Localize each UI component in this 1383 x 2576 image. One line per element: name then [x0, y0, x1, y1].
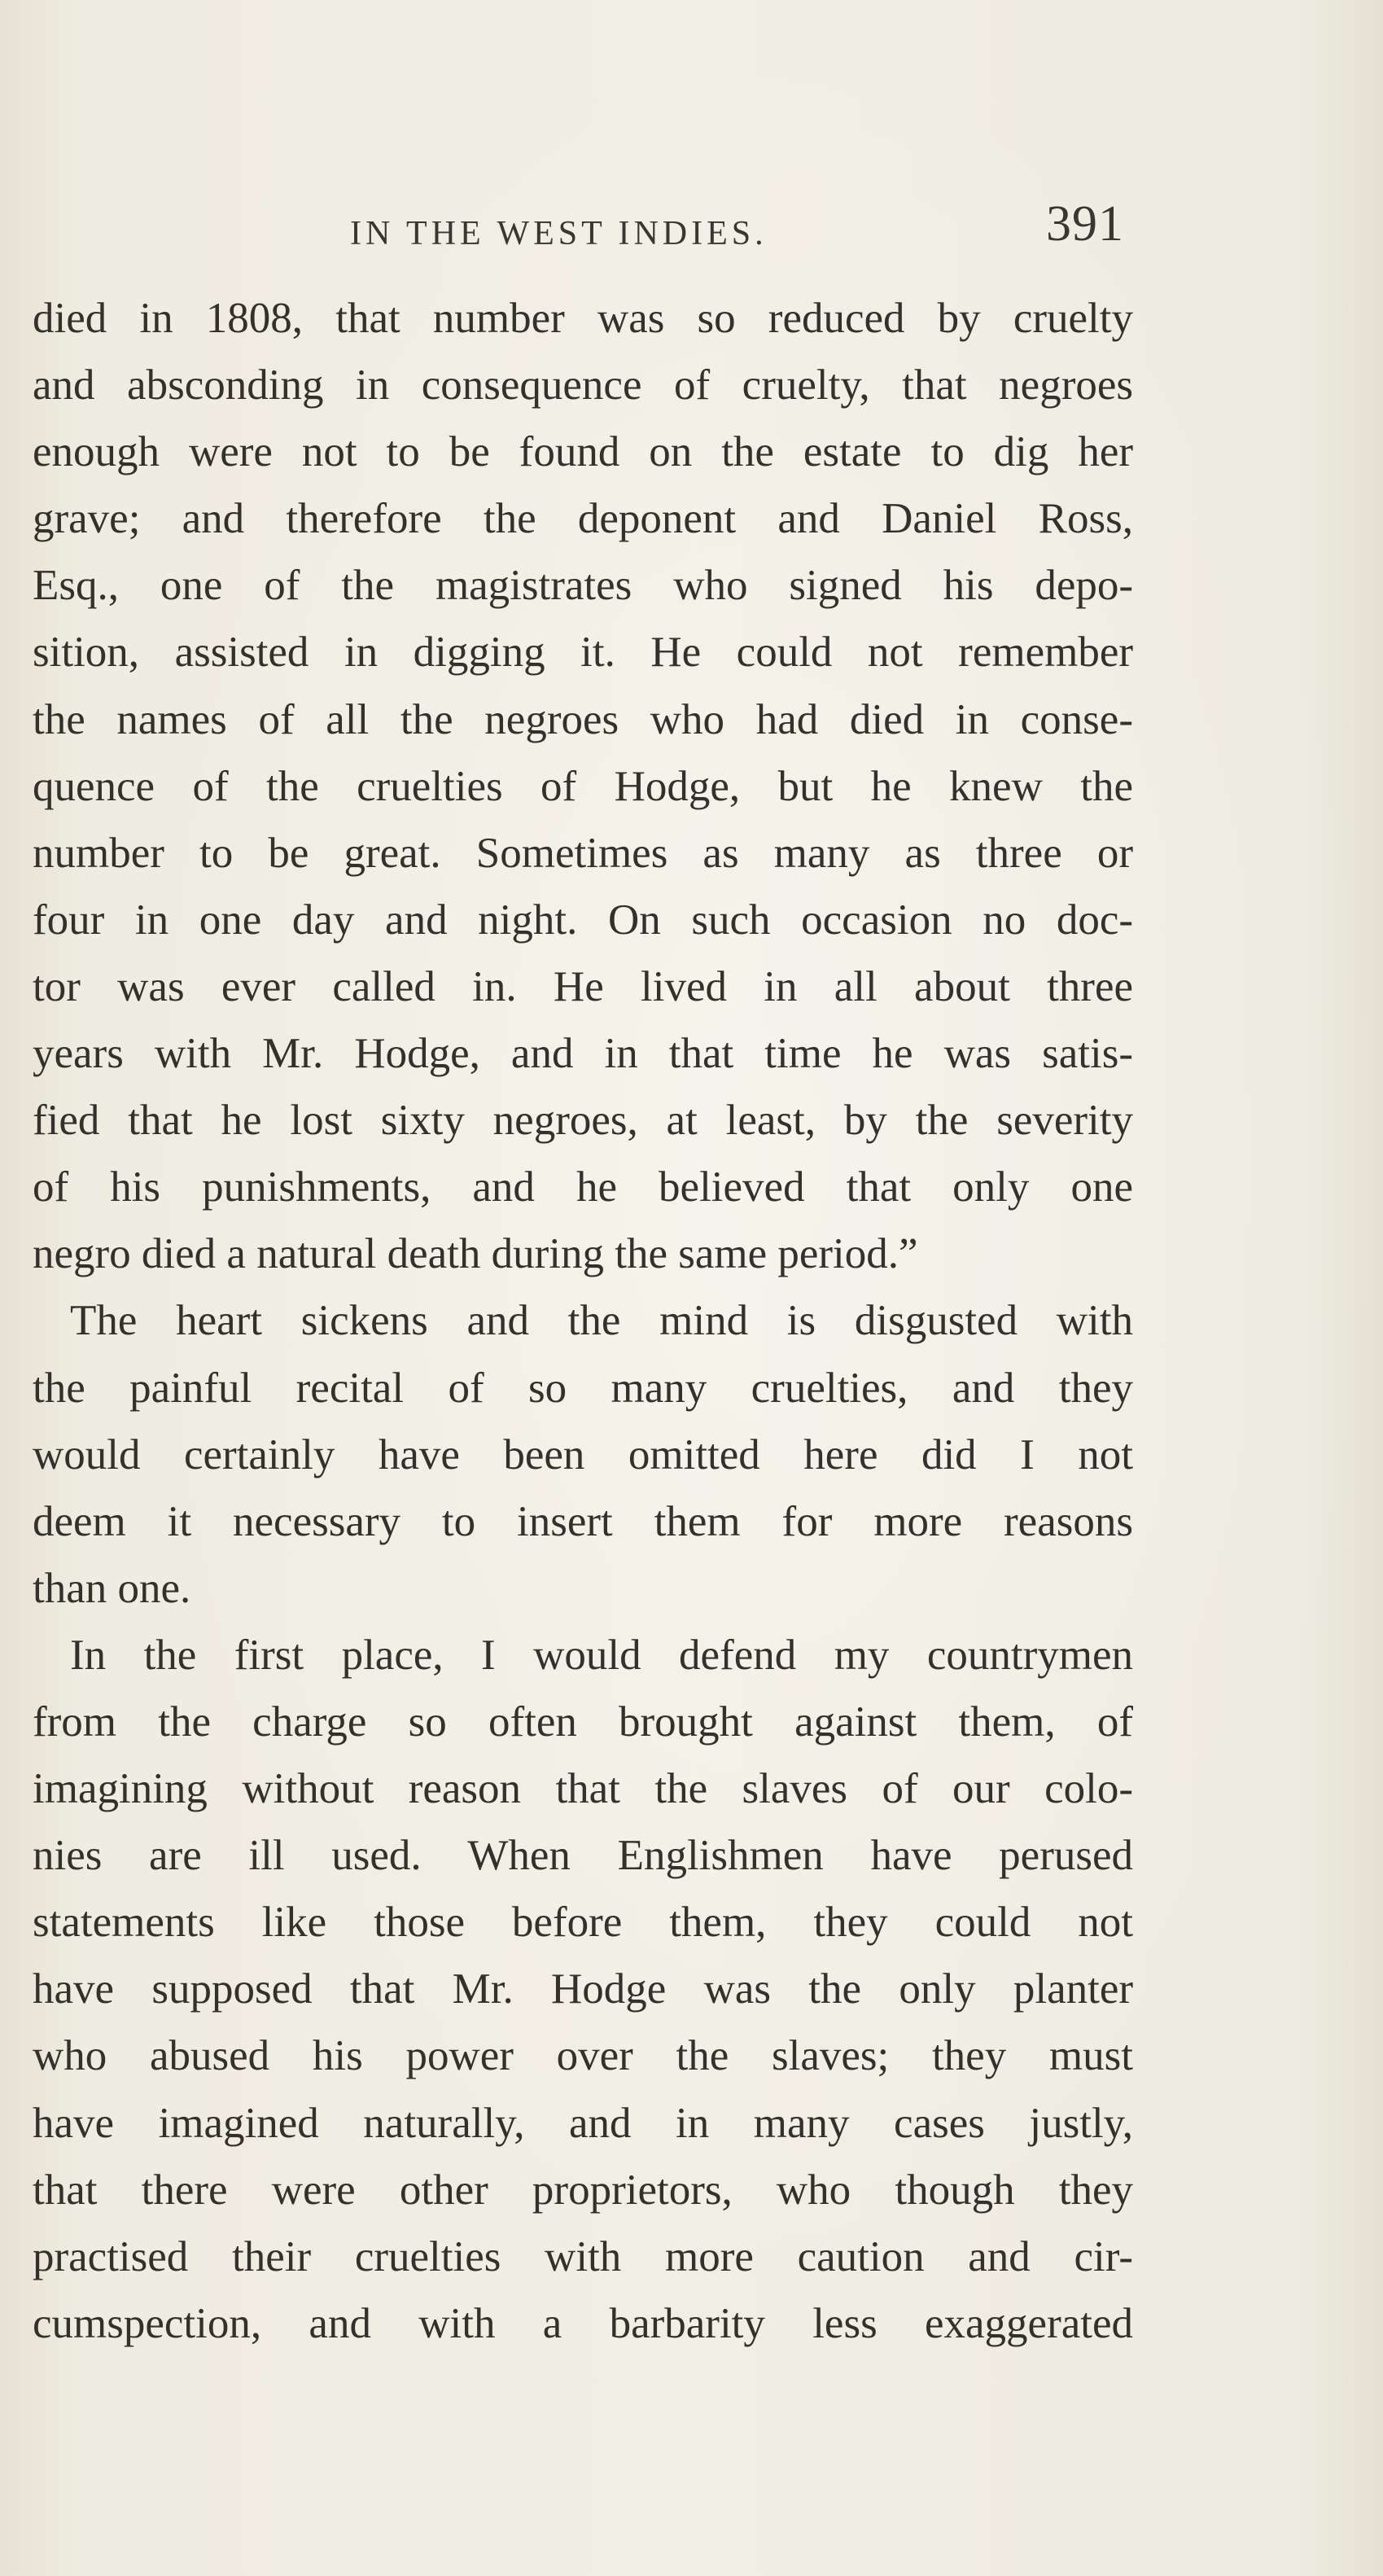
text-line: the names of all the negroes who had died in conse-: [33, 695, 1133, 743]
text-line: practised their cruelties with more caution and cir-: [33, 2232, 1133, 2280]
text-line: have imagined naturally, and in many cases justly,: [33, 2099, 1133, 2147]
text-line: grave; and therefore the deponent and Daniel Ross,: [33, 495, 1133, 543]
text-line: Esq., one of the magistrates who signed his depo-: [33, 562, 1133, 610]
text-line: died in 1808, that number was so reduced by cruelty: [33, 295, 1133, 342]
running-head: IN THE WEST INDIES.: [350, 215, 768, 252]
text-line: than one.: [33, 1564, 191, 1612]
text-line: would certainly have been omitted here did I not: [33, 1430, 1133, 1479]
text-line: that there were other proprietors, who though they: [33, 2166, 1133, 2214]
text-line: have supposed that Mr. Hodge was the only planter: [33, 1965, 1133, 2013]
text-line: quence of the cruelties of Hodge, but he knew the: [33, 762, 1133, 810]
text-line: statements like those before them, they could not: [33, 1899, 1133, 1947]
text-line: imagining without reason that the slaves of our colo-: [33, 1765, 1133, 1813]
text-line: sition, assisted in digging it. He could not remember: [33, 629, 1133, 677]
paragraph-start-line: The heart sickens and the mind is disgusted with: [70, 1297, 1133, 1345]
text-line: of his punishments, and he believed that only one: [33, 1163, 1133, 1211]
text-line: years with Mr. Hodge, and in that time he was satis-: [33, 1030, 1133, 1078]
text-line: number to be great. Sometimes as many as three or: [33, 829, 1133, 877]
text-line: and absconding in consequence of cruelty, that negroes: [33, 361, 1133, 410]
text-line: nies are ill used. When Englishmen have perused: [33, 1832, 1133, 1880]
paragraph-start-line: In the first place, I would defend my countrymen: [70, 1631, 1133, 1679]
page-number: 391: [1046, 196, 1124, 252]
text-line: tor was ever called in. He lived in all about three: [33, 962, 1133, 1010]
page-header: [0, 187, 1383, 261]
text-line: deem it necessary to insert them for more reasons: [33, 1497, 1133, 1545]
text-line: who abused his power over the slaves; they must: [33, 2032, 1133, 2080]
text-line: negro died a natural death during the same period.”: [33, 1230, 918, 1278]
text-line: fied that he lost sixty negroes, at least, by the severity: [33, 1097, 1133, 1145]
text-line: enough were not to be found on the estate to dig her: [33, 428, 1133, 476]
text-line: cumspection, and with a barbarity less exaggerated: [33, 2299, 1133, 2347]
text-line: from the charge so often brought against them, of: [33, 1698, 1133, 1746]
body-text: [33, 285, 1133, 2357]
text-line: four in one day and night. On such occasion no doc-: [33, 896, 1133, 944]
text-line: the painful recital of so many cruelties, and they: [33, 1364, 1133, 1412]
